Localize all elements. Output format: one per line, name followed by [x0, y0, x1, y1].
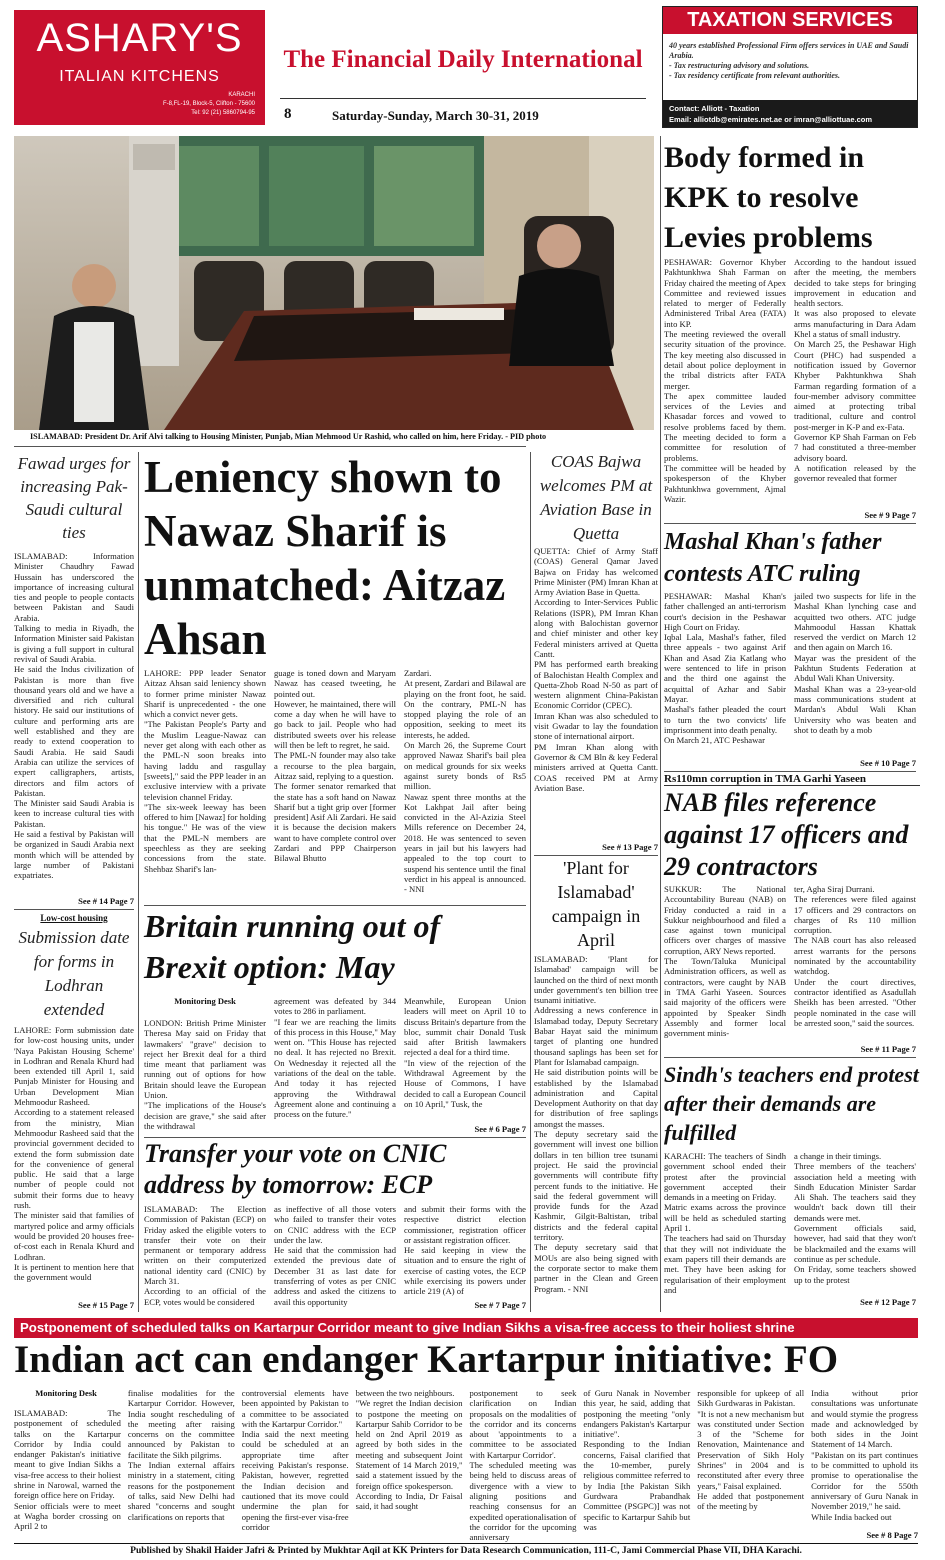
brexit-article — [144, 996, 526, 1136]
kartarpur-col-5: postponement to seek clarification on Indian proposals on the modalities of the corridor and its concerns about 'appointments to a committee to be associated with Kartarpur Corridor'. The scheduled meeting was being held to discuss areas of divergence with a view to aligning positions and reaching consensus for an expedited operationalisation of the corridor for the upcoming anniversary — [469, 1388, 577, 1543]
masthead — [272, 10, 654, 128]
cnic-col-3: and submit their forms with the respective district election commissioner, registration officer or assistant registration officer. He said keeping in view the situation and to ensure the right of exercise of casting votes, the ECP while exercising its powers under article 219 (A) of — [404, 1204, 526, 1297]
nab-col-2: ter, Agha Siraj Durrani. The references were filed against 17 officers and 29 contractors on charges of Rs 110 million corruption. The NAB court has also released arrest warrants for the persons nominated by the accountability watchdog. Under the court directives, contractor identified as Asadullah Sheikh has been arrested. "Other people nominated in the case will be arrested soon," said the sources. — [794, 884, 916, 1028]
caption-rule — [14, 446, 526, 447]
kartarpur-article — [14, 1388, 918, 1543]
brexit-headline: Britain running out of Brexit option: May — [144, 908, 441, 985]
cnic-continued: See # 7 Page 7 — [474, 1300, 526, 1310]
kartarpur-continued: See # 8 Page 7 — [866, 1530, 918, 1540]
nab-article — [664, 884, 916, 1046]
aitzaz-headline: Leniency shown to Nawaz Sharif is unmatched: Aitzaz Ahsan — [144, 452, 506, 664]
coas-headline: COAS Bajwa welcomes PM at Aviation Base in Quetta — [539, 452, 653, 543]
fawad-article: ISLAMABAD: Information Minister Chaudhry Fawad Hussain has underscored the importance of increasing cultural ties and people to people contacts between Pakistan and Saudi Arabia. Talking to media in Riyadh, the Information Minister said Pakistan is giving a full support in cultural revival of Saudi Arabia. He said the Indus civilization of Pakistan is more than five thousand years old and we have a diversified and rich cultural history. He said our institutions of culture and performing arts are well established and they are ready to extend cooperation to Saudi Arabia. He said Saudi Arabia can utilize the services of expert calligraphers, artists, directors and film actors of Pakistan. The Minister said Saudi Arabia is keen to increase cultural ties with Pakistan. He said a festival by Pakistan will be organized in Saudi Arabia next month which will be attended by large number of Pakistani expatriates. — [14, 551, 134, 881]
kartarpur-col-4: between the two neighbours. "We regret the Indian decision to postpone the meeting on Kartarpur Sahib Corridor to be held on 2nd April 2019 as agreed by both sides in the meeting and subsequent Joint Statement of 14 March 2019," said a statement issued by the foreign office spokesperson. According to India, Dr Faisal said, it had sought — [355, 1388, 463, 1512]
taxation-line-1: 40 years established Professional Firm offers services in UAE and Saudi Arabia. — [669, 41, 909, 60]
ashary-name: ASHARY'S — [36, 16, 243, 60]
brexit-byline: Monitoring Desk — [174, 996, 236, 1006]
page-number: 8 — [284, 106, 292, 122]
brexit-col-3: Meanwhile, European Union leaders will meet on April 10 to discuss Britain's departure from the bloc, summit chair Donald Tusk said after British lawmakers rejected a deal for a third time. "In view of the rejection of the Withdrawal Agreement by the House of Commons, I have decided to call a European Council on 10 April," Tusk, the — [404, 996, 526, 1109]
lead-photo — [14, 136, 654, 430]
kartarpur-col-6: of Guru Nanak in November this year, he said, adding that postponing the meeting "only endangers Pakistan's Kartarpur initiative". Responding to the Indian concerns, Faisal clarified that the 10-member, purely religious committee referred to by India [the Pakistan Sikh Gurdwara Prabandhak Committee (PSGPC)] was not specific to Kartarpur Sahib but was — [583, 1388, 691, 1532]
lowcost-headline: Submission date for forms in Lodhran extended — [18, 928, 130, 1019]
ashary-address: F-8,FL-19, Block-5, Clifton - 75600 — [162, 101, 255, 107]
kartarpur-col-1: ISLAMABAD: The postponement of scheduled talks on the Kartarpur Corridor by India could endanger Pakistan's initiative meant to give Indian Sikhs a visa-free access to their holiest shrine in Narowal, warned the foreign office here on Friday. Senior officials were to meet at Wagha border crossing on April 2 to — [14, 1408, 121, 1532]
aitzaz-article — [144, 668, 526, 902]
sindh-col-2: a change in their timings. Three members of the teachers' association held a meeting with Sindh Education Minister Sardar Ali Shah. The teachers said they wouldn't back down till their demands were met. Government officials said, however, had said that they won't be blackmailed and the exams will continue as per schedule. On Friday, some teachers showed up to the protest — [794, 1151, 916, 1285]
taxation-line-2: - Tax restructuring advisory and solutions. — [669, 61, 810, 70]
kartarpur-banner: Postponement of scheduled talks on Kartarpur Corridor meant to give Indian Sikhs a visa-free access to their holiest shrine — [14, 1318, 918, 1338]
mashal-col-1: PESHAWAR: Mashal Khan's father challenged an anti-terrorism court's decision in the Peshawar High Court on Friday. Iqbal Lala, Mashal's father, filed three appeals - two against Arif Khan and Asad Zia Katlang who were sentenced to life in prison and the third one against the acquittal of Azhar and Sabir Mayar. Mashal's father pleaded the court to turn the two convicts' life imprisonment into death penalty. On March 21, ATC Peshawar — [664, 591, 786, 746]
nab-headline: NAB files reference against 17 officers and 29 contractors — [664, 788, 909, 881]
plant-headline: 'Plant for Islamabad' campaign in April — [551, 858, 641, 950]
kpk-col-2: According to the handout issued after the meeting, the members decided to take steps for bringing improvement in education and health sectors. It was also proposed to elevate arms manufacturing in Dara Adam Khel a status of small industry. On March 25, the Peshawar High Court (PHC) had suspended a notification issued by Governor Khyber Pakhtunkhwa Shah Farman regarding formation of a four-member advisory committee aimed at protecting tribal traditional, culture and control post-merger in K-P and ex-Fata. Governor KP Shah Farman on Feb 7 had constituted a three-member advisory board. A notification released by the governor revealed that former — [794, 257, 916, 484]
footer-imprint: Published by Shakil Haider Jafri & Printed by Mukhtar Aqil at KK Printers for Data Research Communication, 111-C, Jami Commercial Phase VII, DHA Karachi. — [130, 1545, 802, 1556]
nab-continued: See # 11 Page 7 — [860, 1044, 916, 1054]
ashary-tel: Tel: 92 (21) 5860794-95 — [191, 110, 255, 116]
aitzaz-col-2: guage is toned down and Maryam Nawaz has ceased tweeting, he pointed out. However, he maintained, there will come a day when he will have to go back to jail. People who had distributed sweets over his release will then be left to regret, he said. The PML-N founder may also take a recourse to the plea bargain, Aitzaz said, replying to a question. The former senator remarked that the state has a soft hand on Nawaz Sharif but a tight grip over [former president] Asif Ali Zardari. He said it is because the decision makers want to have complete control over Zardari and PPP Chairperson Bilawal Bhutto — [274, 668, 396, 864]
kpk-continued: See # 9 Page 7 — [864, 510, 916, 520]
nab-kicker: Rs110mn corruption in TMA Garhi Yaseen — [664, 773, 920, 786]
taxation-title: TAXATION SERVICES — [663, 7, 917, 34]
plant-article: ISLAMABAD: 'Plant for Islamabad' campaign will be launched on the third of next month under government's ten billion tree tsunami initiative. Addressing a news conference in Islamabad today, Deputy Secretary Babar Hayat said the minimum target of planting one hundred thousand saplings has been set for Plant for Islamabad campaign. He said distribution points will be established by the Islamabad administration and Capital Development Authority on that day for distribution of free saplings amongst the masses. The deputy secretary said the government will invest one billion dollars in ten billion tree tsunami project. He said the provincial governments will contribute fifty percent funds to the initiative. He said the federal government will provide funds for the Azad Kashmir, Gilgit-Baltistan, tribal districts and the federal capital territory. The deputy secretary said that MOUs are also being signed with the corporate sector to make them partner in the Clean and Green Program. - NNI — [534, 954, 658, 1294]
ashary-sub: ITALIAN KITCHENS — [59, 68, 220, 85]
kartarpur-col-2: finalise modalities for the Kartarpur Corridor. However, India sought rescheduling of the meeting after raising concerns on the committee announced by Pakistan to facilitate the Sikh pilgrims. The Indian external affairs ministry in a statement, citing reasons for the postponement of talks, said New Delhi had shared "concerns and sought clarifications on reports that — [127, 1388, 235, 1522]
aitzaz-col-1: LAHORE: PPP leader Senator Aitzaz Ahsan said leniency shown to former prime minister Nawaz Sharif is unprecedented - the one which a convict never gets. "The Pakistan People's Party and the Muslim League-Nawaz can never get along with each other as the PML-N soon breaks into having laddu and rasgullay [sweets]," said the PPP leader in an exclusive interview with a private television channel Friday. "The six-week leeway has been offered to him [Nawaz] for holding his tongue." He was of the view that the PML-N members are speechless as they are seeking concessions from the state. Shehbaz Sharif's lan- — [144, 668, 266, 874]
cnic-col-2: as ineffective of all those voters who failed to transfer their votes on CNIC address with the ECP under the law. He said that the commission had extended the previous date of December 31 as last date for transferring of votes as per CNIC address and asked the citizens to avail this opportunity — [274, 1204, 396, 1307]
issue-date: Saturday-Sunday, March 30-31, 2019 — [332, 108, 539, 123]
kartarpur-headline: Indian act can endanger Kartarpur initiative: FO — [14, 1338, 839, 1381]
fawad-continued: See # 14 Page 7 — [78, 896, 134, 906]
kartarpur-byline: Monitoring Desk — [35, 1388, 97, 1398]
cnic-headline: Transfer your vote on CNIC address by tomorrow: ECP — [144, 1139, 447, 1199]
kartarpur-col-7: responsible for upkeep of all Sikh Gurdwaras in Pakistan. "It is not a new mechanism but was constituted under Section 3 of the "Scheme for Renovation, Maintenance and Preservation of Sikh Holy Shrines" in 2004 and is reconstituted after every three years," Faisal explained. He added that postponement of the meeting by — [697, 1388, 805, 1512]
masthead-rule — [280, 98, 646, 99]
sindh-article — [664, 1151, 916, 1297]
photo-caption: ISLAMABAD: President Dr. Arif Alvi talking to Housing Minister, Punjab, Mian Mehmood Ur Rashid, who called on him, here Friday. - PID photo — [30, 432, 547, 441]
sindh-continued: See # 12 Page 7 — [860, 1297, 916, 1307]
mashal-headline: Mashal Khan's father contests ATC ruling — [664, 529, 882, 587]
coas-continued: See # 13 Page 7 — [602, 842, 658, 852]
brexit-col-2: agreement was defeated by 344 votes to 286 in parliament. "I fear we are reaching the limits of this process in this House," May went on. "This House has rejected no deal. It has rejected no Brexit. On Wednesday it rejected all the variations of the deal on the table. And today it has rejected approving the Withdrawal Agreement alone and continuing a process on the future." — [274, 996, 396, 1120]
mashal-continued: See # 10 Page 7 — [860, 758, 916, 768]
aitzaz-col-3: Zardari. At present, Zardari and Bilawal are playing on the front foot, he said. On the contrary, PML-N has stopped playing the role of an opposition, seeking to meet its interests, he added. On March 26, the Supreme Court approved Nawaz Sharif's bail plea on medical grounds for six weeks against surety bonds of Rs5 million. Nawaz spent three months at the Kot Lakhpat Jail after being convicted in the Al-Azizia Steel Mills reference on December 24, 2018. He was sentenced to seven years in jail but his lawyers had appealed to the top court to suspend his sentence until the final verdict in his appeal is announced. - NNI — [404, 668, 526, 895]
cnic-col-1: ISLAMABAD: The Election Commission of Pakistan (ECP) on Friday asked the eligible voters to transfer their vote on their permanent or temporary address written on their computerized national identity card (CNIC) by March 31. According to an official of the ECP, votes would be considered — [144, 1204, 266, 1307]
sindh-headline: Sindh's teachers end protest after their demands are fulfilled — [664, 1062, 919, 1145]
coas-article: QUETTA: Chief of Army Staff (COAS) General Qamar Javed Bajwa on Friday has welcomed Prime Minister (PM) Imran Khan at Army Aviation Base in Quetta. According to Inter-Services Public Relations (ISPR), PM Imran Khan along with Balochistan governor and chief minister and other key Federal ministers arrived at Quetta Cantt. PM has performed earth breaking of Balochistan Health Complex and Quetta-Zhob Road N-50 as part of western alignment China-Pakistan Economic Corridor (CPEC). Imran Khan was also scheduled to visit Gwadar to lay the foundation stone of international airport. PM Imran Khan along with Governor & CM Bln & key Federal ministers arrived at Quetta Cantt. COAS received PM at Army Aviation Base. — [534, 546, 658, 793]
mashal-article — [664, 591, 916, 759]
mashal-col-2: jailed two suspects for life in the Mashal Khan lynching case and acquitted two others. ATC judge Mahmoodul Hassan Khattak reserved the verdict on March 12 and then again on March 16. Mayar was the president of the Pakhtun Students Federation at Abdul Wali Khan University. Mashal Khan was a 23-year-old mass communications student at Mardan's Abdul Wali Khan University who was beaten and shot to death by a mob — [794, 591, 916, 735]
taxation-contact-1: Contact: Alliott - Taxation — [669, 104, 760, 113]
taxation-contact-2: Email: alliotdb@emirates.net.ae or imran@alliottuae.com — [669, 115, 873, 124]
lowcost-article: LAHORE: Form submission date for low-cost housing units, under 'Naya Pakistan Housing Scheme' in Lodhran and Renala Khurd had been extended till April 1, said Punjab Minister for Housing and Urban Development Mian Mehmoodur Rasheed. According to a statement released from the ministry, Mian Mehmoodur Rasheed said that the provincial government decided to extend the form submission date for the convenience of general public. He said that a large number of people could not submit their forms due to heavy rush. The minister said that families of martyred police and army officials would be provided 20 houses free-of-cost each in Renala Khurd and Lodhran. It is pertinent to mention here that the government would — [14, 1025, 134, 1283]
kartarpur-col-3: controversial elements have been appointed by Pakistan to a committee to be associated with the Kartarpur Corridor." India said the next meeting could be scheduled at an appropriate time after receiving Pakistan's response. Pakistan, however, regretted the Indian decision and cautioned that its move could undermine the plan for opening the first-ever visa-free corridor — [241, 1388, 349, 1532]
kpk-article — [664, 257, 916, 515]
ashary-city: KARACHI — [228, 92, 255, 98]
ashary-ad — [14, 10, 265, 125]
kartarpur-col-8: India without prior consultations was unfortunate and would stymie the progress made and acknowledged by both sides in the Joint Statement of 14 March. "Pakistan on its part continues to be committed to uphold its promise to operationalise the Corridor for the 550th anniversary of Guru Nanak in November 2019," he said. While India backed out — [811, 1388, 918, 1522]
fawad-headline: Fawad urges for increasing Pak-Saudi cultural ties — [17, 454, 131, 542]
brexit-continued: See # 6 Page 7 — [474, 1124, 526, 1134]
nab-col-1: SUKKUR: The National Accountability Bureau (NAB) on Friday conducted a raid in a Sukkur neighbourhood and filed a case against town municipal officers over charges of massive corruption, ARY News reported. The Town/Taluka Municipal Administration officers, as well as contractors, were caught by NAB in TMA Garhi Yaseen. Sources said majority of the officers were appointed by Speaker Sindh Assembly and former local government minis- — [664, 884, 786, 1039]
kpk-col-1: PESHAWAR: Governor Khyber Pakhtunkhwa Shah Farman on Friday chaired the meeting of Apex Committee and reviewed issues related to merger of Federally Administered Tribal Area (FATA) into KP. The meeting reviewed the overall security situation of the province. The key meeting also discussed in detail about police deployment in the tribal districts after FATA merger. The apex committee lauded services of the Levies and Khasadar forces and vowed to resolve problems faced by them. The meeting decided to form a committee for resolution of problems. The committee will be headed by spokesperson of the Khyber Pakhtunkhwa government, Ajmal Wazir. — [664, 257, 786, 504]
lowcost-continued: See # 15 Page 7 — [78, 1300, 134, 1310]
office-meeting-illustration — [14, 136, 654, 430]
sindh-col-1: KARACHI: The teachers of Sindh government school ended their protest after the provincial government accepted their demands in a meeting on Friday. Matric exams across the province will be held as scheduled starting April 1. The teachers had said on Thursday that they will not individuate the exam papers till their demands are met. They have been asking for regularisation of their employment and — [664, 1151, 786, 1295]
masthead-title: The Financial Daily International — [283, 46, 643, 73]
brexit-col-1: LONDON: British Prime Minister Theresa May said on Friday that lawmakers' "grave" decision to reject her Brexit deal for a third time meant that parliament was running out of options for how Britain should leave the European Union. "The implications of the House's decision are grave," she said after the withdrawal — [144, 1018, 266, 1131]
taxation-line-3: - Tax residency certificate from relevant authorities. — [669, 71, 841, 80]
taxation-ad — [662, 6, 918, 128]
taxation-contact — [663, 100, 917, 127]
lowcost-kicker: Low-cost housing — [40, 913, 108, 923]
kpk-headline: Body formed in KPK to resolve Levies problems — [664, 141, 873, 254]
